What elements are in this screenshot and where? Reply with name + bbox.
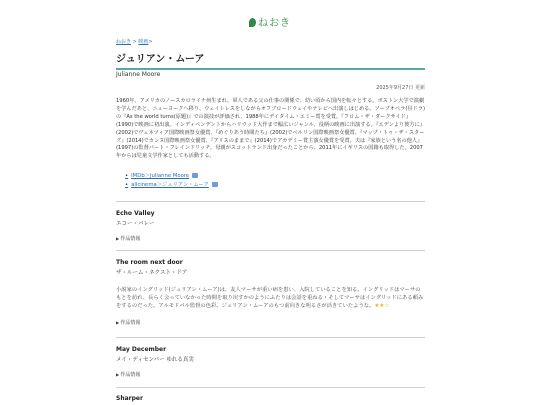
rating-stars: ★★☆ — [374, 303, 390, 310]
film-japanese-title: ザ・ルーム・ネクスト・ドア — [116, 270, 188, 276]
divider — [116, 201, 425, 202]
breadcrumb-home[interactable]: ねおき — [116, 39, 132, 45]
film-review-text: 小説家のイングリッド(ジュリアン・ムーア)は、友人マーサが重い病を患い、入院していることを知る。イングリッドはマーサのもとを訪れ、長らく会っていなかった時間を取り戻すかのようにふたりは会話を重ねる・そしてマーサはイングリッドにある頼みをするのだった。アルモドバル監督の色彩。ジュリアン・ムーアのもつ前向きな明るさが活きていたような。 — [116, 287, 424, 310]
updated-date: 2025年9月27日 更新 — [376, 85, 425, 91]
film-info-toggle[interactable]: ▶ 作品情報 — [116, 319, 425, 326]
film-title: The room next door — [116, 259, 183, 266]
external-link-icon — [212, 182, 218, 187]
external-links — [125, 172, 218, 191]
breadcrumb — [116, 38, 153, 45]
film-title: Echo Valley — [116, 210, 155, 217]
film-entry — [116, 210, 425, 242]
film-entry — [116, 346, 425, 378]
external-link-icon — [192, 173, 198, 178]
film-review — [116, 286, 425, 311]
page-subtitle: Julianne Moore — [116, 71, 161, 78]
site-logo[interactable] — [0, 14, 540, 29]
imdb-link[interactable] — [125, 172, 218, 181]
film-japanese-title: メイ・ディセンバー ゆれる真実 — [116, 357, 194, 363]
film-japanese-title: エコー・バレー — [116, 221, 155, 227]
breadcrumb-separator: > — [131, 39, 139, 45]
divider — [116, 250, 425, 251]
film-entry — [116, 259, 425, 326]
imdb-link-label: IMDb＞Julianne Moore — [131, 173, 190, 179]
page-title: ジュリアン・ムーア — [116, 50, 425, 70]
divider — [116, 387, 425, 388]
film-title: Sharper — [116, 395, 143, 402]
film-info-toggle[interactable]: ▶ 作品情報 — [116, 371, 425, 378]
allcinema-link-label: allcinema＞ジュリアン・ムーア — [131, 182, 209, 189]
breadcrumb-movies[interactable]: 映画 — [138, 39, 149, 45]
biography: 1960年、アメリカのノースカロライナ州生まれ。軍人である父の仕事の関係で、幼い頃から国内を転々とする。ボストン大学で演劇を学んだあと、ニューヨークへ移り、ウェイトレスをしながらオフブロードウェイやテレビへ出演しはじめる。ソープオペラ(昼ドラ)の『As the world turns(原題)』での演技が評価され、1988年にデイタイム・エミー賞を受賞。『フロム・ザ・ダークサイド』(1990)で映画に初出演。インディペンデントからハリウッド大作まで幅広いジャンル、役柄の映画に出演する。『エデンより彼方に』(2002)でヴェネツィア国際映画祭女優賞、『めぐりあう時間たち』(2002)でベルリン国際映画祭女優賞、『マップ・トゥ・ザ・スターズ』(2014)でカンヌ国際映画祭女優賞、『アリスのままで』(2014)でアカデミー賞主演女優賞を受賞。夫は『家族という名の他人』(1997)の監督バート・フレインドリッチ。母親がスコットランド出身だったことから、2011年にイギリスの国籍も取得した。2007年からは児童文学作家としても活動する。 — [116, 98, 425, 160]
film-entry — [116, 395, 425, 402]
divider — [116, 337, 425, 338]
breadcrumb-separator: > — [148, 39, 153, 45]
site-logo-text: ねおき — [258, 18, 291, 29]
film-info-toggle[interactable]: ▶ 作品情報 — [116, 235, 425, 242]
leaf-icon — [249, 18, 256, 27]
allcinema-link[interactable] — [125, 181, 218, 190]
film-title: May December — [116, 346, 167, 353]
